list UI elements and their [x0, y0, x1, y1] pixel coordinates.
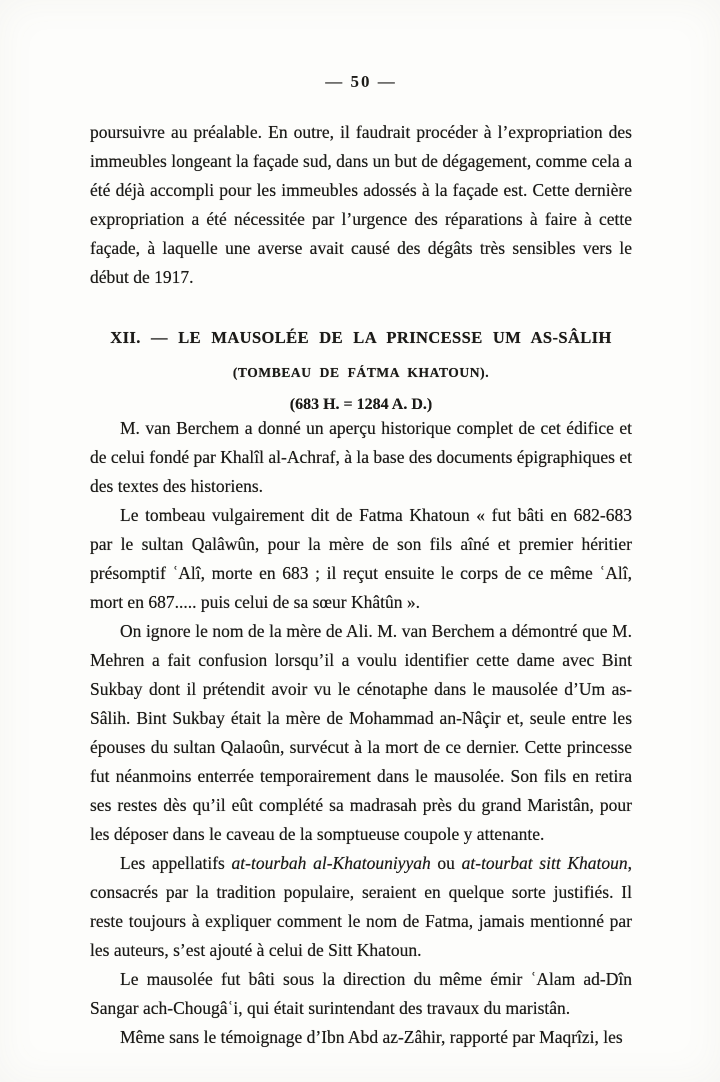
italic-term-tourbah: at-tourbah al-Khatouniyyah [231, 853, 431, 873]
paragraph-temoignage: Même sans le témoignage d’Ibn Abd az-Zâhir, rapporté par Maqrîzi, les [120, 1027, 623, 1047]
paragraph-tombeau: Le tombeau vulgairement dit de Fatma Khatoun « fut bâti en 682-683 par le sultan Qalâwûn, pour la mère de son fils aîné et premier héritier présomptif ʿAlî, morte en 683 ; il reçut ensuite le corps de ce même ʿAlî, mort en 687..... puis celui de sa sœur Khâtûn ». [90, 505, 632, 612]
section-subtitle: (TOMBEAU DE FÁTMA KHATOUN). [232, 365, 490, 380]
paragraph-appellatifs [90, 849, 632, 965]
paragraph-van-berchem: M. van Berchem a donné un aperçu historique complet de cet édifice et de celui fondé par Khalîl al-Achraf, à la base des documents épigraphiques et des textes des historiens. [90, 418, 632, 496]
page-number: — 50 — [325, 72, 397, 91]
paragraph-bint-sukbay: On ignore le nom de la mère de Ali. M. van Berchem a démontré que M. Mehren a fait confusion lorsqu’il a voulu identifier cette dame avec Bint Sukbay dont il prétendit avoir vu le cénotaphe dans le mausolée d’Um as-Sâlih. Bint Sukbay était la mère de Mohammad an-Nâçir et, seule entre les épouses du sultan Qalaoûn, survécut à la mort de ce dernier. Cette princesse fut néanmoins enterrée temporairement dans le mausolée. Son fils en retira ses restes dès qu’il eût complété sa madrasah près du grand Maristân, pour les déposer dans le caveau de la somptueuse coupole y attenante. [90, 621, 632, 844]
italic-term-tourbat: at-tourbat sitt Khatoun [461, 853, 628, 873]
text-run: Les appellatifs [120, 853, 232, 873]
paragraph-emir: Le mausolée fut bâti sous la direction du même émir ʿAlam ad-Dîn Sangar ach-Chougâʿi, qui était surintendant des travaux du maristân. [90, 969, 632, 1018]
paragraph-expropriation: poursuivre au préalable. En outre, il faudrait procéder à l’expropriation des immeubles longeant la façade sud, dans un but de dégagement, comme cela a été déjà accompli pour les immeubles adossés à la façade est. Cette dernière expropriation a été nécessitée par l’urgence des réparations à faire à cette façade, à laquelle une averse avait causé des dégâts très sensibles vers le début de 1917. [90, 122, 632, 287]
text-run: ou [430, 853, 462, 873]
section-date-line: (683 H. = 1284 A. D.) [289, 396, 433, 413]
section-title: XII. — LE MAUSOLÉE DE LA PRINCESSE UM AS-SÂLIH [110, 328, 612, 347]
text-run: , consacrés par la tradition populaire, seraient en quelque sorte justifiés. Il reste toujours à expliquer comment le nom de Fatma, jamais mentionné par les auteurs, s’est ajouté à celui de Sitt Khatoun. [90, 853, 633, 960]
